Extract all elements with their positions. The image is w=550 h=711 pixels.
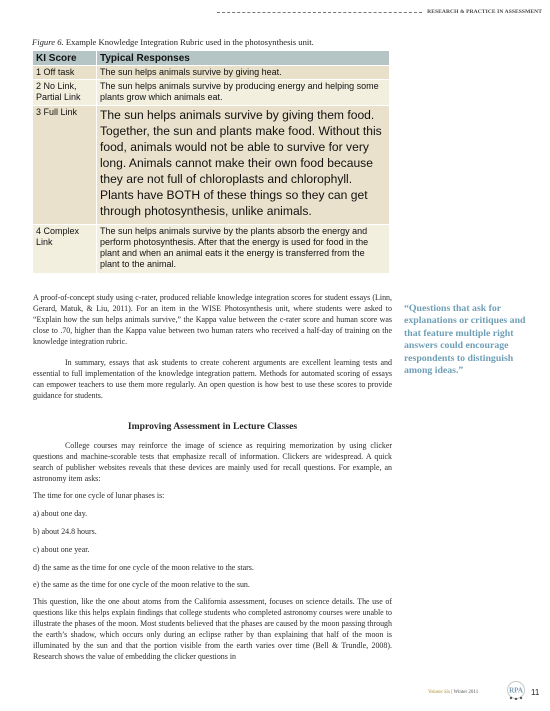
answer-option: d) the same as the time for one cycle of the moon relative to the stars. bbox=[33, 563, 254, 572]
answer-option: a) about one day. bbox=[33, 509, 88, 518]
paragraph-summary: In summary, essays that ask students to create coherent arguments are excellent learning tests and essential to full implementation of the knowledge integration pattern. Methods for automated scoring of essays can empower teachers to use them more regularly. An open question is how best to use these scores to provide guidance for students. bbox=[33, 358, 392, 400]
column-header-ki-score: KI Score bbox=[33, 51, 97, 66]
question-stem: The time for one cycle of lunar phases is: bbox=[33, 491, 165, 500]
answer-option: e) the same as the time for one cycle of the moon relative to the sun. bbox=[33, 580, 250, 589]
figure-label: Figure 6. bbox=[32, 37, 64, 47]
body-paragraph bbox=[33, 293, 392, 348]
footer-season: | Winter 2011 bbox=[451, 690, 479, 695]
body-paragraph bbox=[33, 358, 392, 402]
journal-logo-icon bbox=[506, 680, 526, 700]
typical-response-cell: The sun helps animals survive by producing energy and helping some plants grow which animals eat. bbox=[97, 80, 390, 106]
paragraph-college-courses: College courses may reinforce the image of science as requiring memorization by using clicker questions and machine-scorable tests that emphasize recall of information. Clickers are widespread. A quick search of publisher websites reveals that these devices are mainly used for recall questions. For example, an astronomy item asks: bbox=[33, 441, 392, 483]
journal-title: RESEARCH & PRACTICE IN ASSESSMENT bbox=[427, 9, 542, 15]
paragraph-c-rater-study: A proof-of-concept study using c-rater, produced reliable knowledge integration scores for student essays (Linn, Gerard, Matuk, & Liu, 2011). For an item in the WISE Photosynthesis unit, where students were asked to “Explain how the sun helps animals survive,” the Kappa value between the c-rater score and human score was close to .70, higher than the Kappa value between two human raters who received a half-day of training on the knowledge integration rubric. bbox=[33, 293, 392, 346]
running-head bbox=[0, 9, 542, 15]
svg-text:RPA: RPA bbox=[509, 686, 523, 695]
body-paragraph bbox=[33, 441, 392, 485]
table-row bbox=[33, 66, 390, 80]
body-paragraph bbox=[33, 491, 392, 502]
table-header-row bbox=[33, 51, 390, 66]
typical-response-cell: The sun helps animals survive by giving them food. Together, the sun and plants make food. Without this food, animals would not be able to survive for very long. Animals cannot make their own food because they are not full of chloroplasts and chlorophyll. Plants have BOTH of these things so they can get through photosynthesis, unlike animals. bbox=[97, 106, 390, 225]
paragraph-lunar-phases: This question, like the one about atoms from the California assessment, focuses on science details. The use of questions like this helps explain findings that college students who completed astronomy courses were unable to illustrate the phases of the moon. Most students believed that the phases are caused by the moon passing through the earth’s shadow, which occurs only during an eclipse rather by than explaining that half of the moon is illuminated by the sun and that the portion visible from the earth varies over time (Bell & Trundle, 2008). Research shows the value of embedding the clicker questions in bbox=[33, 597, 392, 661]
table-row bbox=[33, 225, 390, 274]
footer-volume: Volume Six bbox=[428, 690, 451, 695]
answer-option: b) about 24.8 hours. bbox=[33, 527, 97, 536]
answer-option: c) about one year. bbox=[33, 545, 90, 554]
ki-score-cell: 3 Full Link bbox=[33, 106, 97, 225]
ki-score-cell: 4 Complex Link bbox=[33, 225, 97, 274]
footer-issue bbox=[428, 690, 478, 695]
pull-quote: “Questions that ask for explanations or critiques and that feature multiple right answers could encourage respondents to distinguish among ideas.” bbox=[404, 303, 526, 377]
ki-rubric-table bbox=[32, 50, 390, 274]
header-rule bbox=[217, 12, 422, 13]
table-row bbox=[33, 80, 390, 106]
column-header-typical-responses: Typical Responses bbox=[97, 51, 390, 66]
typical-response-cell: The sun helps animals survive by the plants absorb the energy and perform photosynthesis. After that the energy is used for food in the plant and when an animal eats it the energy is transferred from the plant to the animal. bbox=[97, 225, 390, 274]
ki-score-cell: 2 No Link, Partial Link bbox=[33, 80, 97, 106]
section-heading: Improving Assessment in Lecture Classes bbox=[127, 421, 298, 432]
figure-caption-text: Example Knowledge Integration Rubric used in the photosynthesis unit. bbox=[65, 37, 314, 47]
body-paragraph bbox=[33, 597, 392, 662]
figure-caption bbox=[32, 37, 314, 47]
page-number: 11 bbox=[531, 688, 540, 697]
ki-score-cell: 1 Off task bbox=[33, 66, 97, 80]
table-row bbox=[33, 106, 390, 225]
typical-response-cell: The sun helps animals survive by giving heat. bbox=[97, 66, 390, 80]
